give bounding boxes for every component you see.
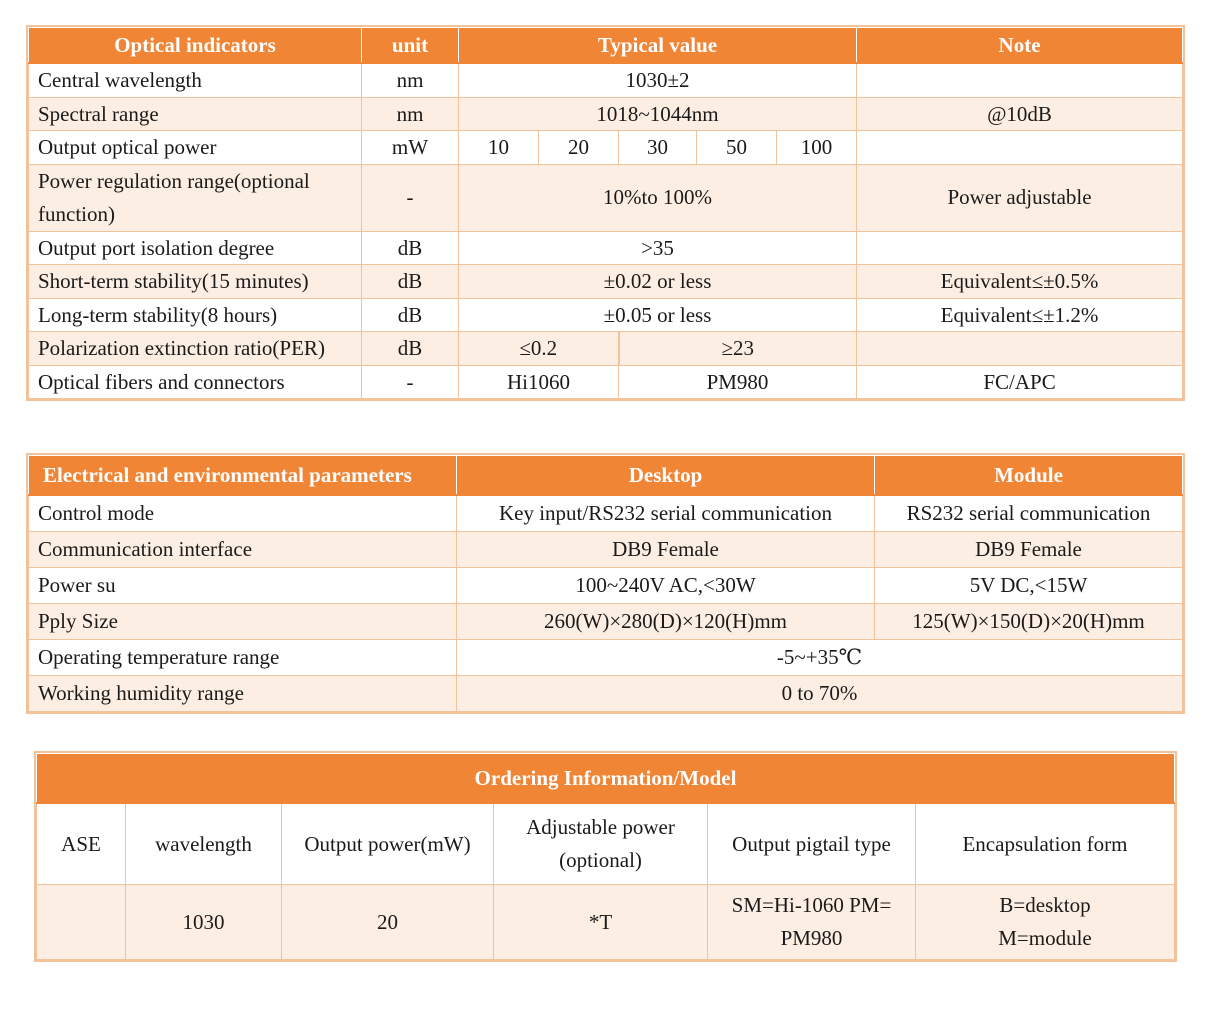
power-option-cell: 30 — [619, 131, 697, 165]
column-output-power: Output power(mW) — [282, 803, 494, 885]
table-row — [29, 63, 1183, 97]
row-label: Pply Size — [29, 604, 457, 640]
row-unit: dB — [362, 231, 459, 265]
row-note — [857, 332, 1183, 366]
table-row — [29, 365, 1183, 399]
table-row — [29, 676, 1183, 712]
row-note: Power adjustable — [857, 164, 1183, 231]
ordering-title: Ordering Information/Model — [37, 754, 1175, 804]
row-label: Output port isolation degree — [29, 231, 362, 265]
row-note: @10dB — [857, 97, 1183, 131]
row-unit: dB — [362, 332, 459, 366]
row-value: -5~+35℃ — [457, 640, 1183, 676]
row-label: Working humidity range — [29, 676, 457, 712]
row-value: ±0.02 or less — [459, 265, 857, 299]
row-module: DB9 Female — [875, 532, 1183, 568]
column-adjustable-power: Adjustable power (optional) — [494, 803, 708, 885]
header-desktop: Desktop — [457, 456, 875, 496]
row-unit: nm — [362, 97, 459, 131]
header-module: Module — [875, 456, 1183, 496]
encapsulation-module: M=module — [998, 926, 1092, 950]
table-row — [29, 604, 1183, 640]
row-module: 5V DC,<15W — [875, 568, 1183, 604]
table-row — [29, 265, 1183, 299]
row-module: RS232 serial communication — [875, 495, 1183, 532]
value-output-power: 20 — [282, 885, 494, 960]
row-label: Control mode — [29, 495, 457, 532]
row-note — [857, 231, 1183, 265]
ordering-values-row — [37, 885, 1175, 960]
row-label: Short-term stability(15 minutes) — [29, 265, 362, 299]
table-row — [29, 532, 1183, 568]
row-value: 0 to 70% — [457, 676, 1183, 712]
header-note: Note — [857, 28, 1183, 64]
row-label: Output optical power — [29, 131, 362, 165]
row-note: Equivalent≤±1.2% — [857, 298, 1183, 332]
optical-indicators-table — [28, 27, 1183, 399]
row-value: 10%to 100% — [459, 164, 857, 231]
row-note — [857, 63, 1183, 97]
table-row — [29, 131, 1183, 165]
header-typical-value: Typical value — [459, 28, 857, 64]
table-row — [29, 231, 1183, 265]
table-row — [29, 164, 1183, 231]
row-unit: dB — [362, 265, 459, 299]
header-electrical-parameters: Electrical and environmental parameters — [29, 456, 457, 496]
column-ase: ASE — [37, 803, 126, 885]
header-optical-indicators: Optical indicators — [29, 28, 362, 64]
power-option-cell: 100 — [777, 131, 857, 165]
column-encapsulation-form: Encapsulation form — [916, 803, 1175, 885]
row-value: 1018~1044nm — [459, 97, 857, 131]
row-label: Power regulation range(optional function) — [29, 164, 362, 231]
row-label: Long-term stability(8 hours) — [29, 298, 362, 332]
table-row — [29, 495, 1183, 532]
value-wavelength: 1030 — [126, 885, 282, 960]
row-value: >35 — [459, 231, 857, 265]
ordering-information-table — [36, 753, 1175, 960]
optical-header-row — [29, 28, 1183, 64]
electrical-header-row — [29, 456, 1183, 496]
row-unit: dB — [362, 298, 459, 332]
row-value-a: Hi1060 — [459, 365, 619, 399]
row-value-b: ≥23 — [619, 332, 857, 366]
column-pigtail-type: Output pigtail type — [708, 803, 916, 885]
row-label: Communication interface — [29, 532, 457, 568]
row-note — [857, 131, 1183, 165]
ordering-columns-row — [37, 803, 1175, 885]
table-row — [29, 97, 1183, 131]
row-module: 125(W)×150(D)×20(H)mm — [875, 604, 1183, 640]
row-note: FC/APC — [857, 365, 1183, 399]
row-label: Spectral range — [29, 97, 362, 131]
column-wavelength: wavelength — [126, 803, 282, 885]
encapsulation-desktop: B=desktop — [999, 893, 1091, 918]
header-unit: unit — [362, 28, 459, 64]
row-unit: mW — [362, 131, 459, 165]
power-option-cell: 20 — [539, 131, 619, 165]
power-option-cell: 50 — [697, 131, 777, 165]
table-row — [29, 640, 1183, 676]
row-label: Power su — [29, 568, 457, 604]
row-value: 1030±2 — [459, 63, 857, 97]
row-unit: - — [362, 164, 459, 231]
row-unit: nm — [362, 63, 459, 97]
row-desktop: Key input/RS232 serial communication — [457, 495, 875, 532]
value-adjustable: *T — [494, 885, 708, 960]
value-pigtail: SM=Hi-1060 PM= PM980 — [708, 885, 916, 960]
row-unit: - — [362, 365, 459, 399]
electrical-parameters-table — [28, 455, 1183, 712]
value-encapsulation — [916, 885, 1175, 960]
row-desktop: 260(W)×280(D)×120(H)mm — [457, 604, 875, 640]
row-label: Central wavelength — [29, 63, 362, 97]
row-value: ±0.05 or less — [459, 298, 857, 332]
table-row — [29, 332, 1183, 366]
row-note: Equivalent≤±0.5% — [857, 265, 1183, 299]
row-desktop: DB9 Female — [457, 532, 875, 568]
row-label: Operating temperature range — [29, 640, 457, 676]
table-row — [29, 568, 1183, 604]
power-option-cell: 10 — [459, 131, 539, 165]
row-label: Polarization extinction ratio(PER) — [29, 332, 362, 366]
row-desktop: 100~240V AC,<30W — [457, 568, 875, 604]
value-ase — [37, 885, 126, 960]
table-row — [29, 298, 1183, 332]
row-value-b: PM980 — [619, 365, 857, 399]
row-label: Optical fibers and connectors — [29, 365, 362, 399]
ordering-header-row — [37, 754, 1175, 804]
row-value-a: ≤0.2 — [459, 332, 619, 366]
